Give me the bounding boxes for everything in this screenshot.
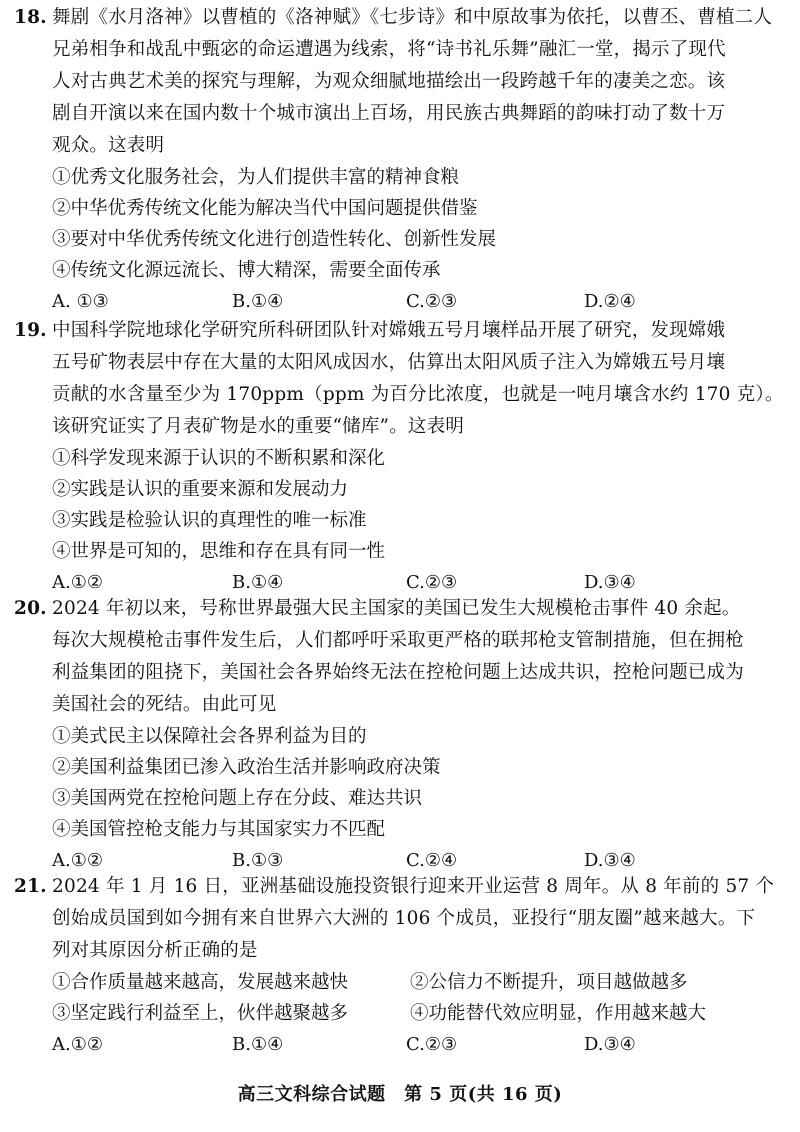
statement-option: ①合作质量越来越高，发展越来越快: [52, 972, 349, 993]
statement-option: ④传统文化源远流长、博大精深，需要全面传承: [52, 260, 441, 281]
choice-a: A.①②: [52, 850, 103, 871]
choice-a: A. ①③: [52, 291, 109, 312]
question-19: [14, 315, 789, 598]
question-stem-line: 观众。这表明: [52, 135, 165, 156]
statement-option-row: [14, 967, 789, 998]
question-stem-line: 美国社会的死结。由此可见: [52, 694, 277, 715]
statement-option: ①美式民主以保障社会各界利益为目的: [52, 726, 367, 747]
statement-option: ②美国利益集团已渗入政治生活并影响政府决策: [52, 757, 441, 778]
statement-option: ④美国管控枪支能力与其国家实力不匹配: [52, 819, 386, 840]
question-18: [14, 2, 789, 317]
page-footer: 高三文科综合试题 第 5 页(共 16 页): [237, 1084, 563, 1105]
choice-c: C.②③: [406, 572, 458, 593]
question-number: 18.: [14, 7, 47, 28]
choice-a: A.①②: [52, 1034, 103, 1055]
statement-option: ②实践是认识的重要来源和发展动力: [52, 479, 349, 500]
question-stem-line: 利益集团的阻挠下，美国社会各界始终无法在控枪问题上达成共识，控枪问题已成为: [52, 662, 744, 683]
statement-option: ④功能替代效应明显，作用越来越大: [410, 1003, 707, 1024]
choice-c: C.②④: [406, 850, 458, 871]
choice-b: B.①④: [232, 1034, 284, 1055]
question-stem-line: 18. 舞剧《水月洛神》以曹植的《洛神赋》《七步诗》和中原故事为依托，以曹丕、曹植二人: [14, 2, 789, 34]
question-stem-line: 剧自开演以来在国内数十个城市演出上百场，用民族古典舞蹈的韵味打动了数十万: [52, 103, 726, 124]
choice-c: C.②③: [406, 1034, 458, 1055]
choice-d: D.③④: [584, 572, 636, 593]
statement-option-row: [14, 998, 789, 1029]
choice-b: B.①④: [232, 572, 284, 593]
answer-choices: [14, 286, 789, 317]
statement-option: ③实践是检验认识的真理性的唯一标准: [52, 510, 367, 531]
question-stem-line: 创始成员国到如今拥有来自世界六大洲的 106 个成员，亚投行“朋友圈”越来越大。下: [52, 908, 756, 929]
statement-option: ③坚定践行利益至上，伙伴越聚越多: [52, 1003, 349, 1024]
question-stem-line: 21. 2024 年 1 月 16 日，亚洲基础设施投资银行迎来开业运营 8 周年。从 8 年前的 57 个: [14, 871, 789, 903]
question-stem-line: 五号矿物表层中存在大量的太阳风成因水，估算出太阳风质子注入为嫦娥五号月壤: [52, 352, 726, 373]
answer-choices: [14, 1029, 789, 1060]
choice-c: C.②③: [406, 291, 458, 312]
statement-option: ①科学发现来源于认识的不断积累和深化: [52, 448, 386, 469]
question-stem-line: 该研究证实了月表矿物是水的重要“储库”。这表明: [52, 416, 465, 437]
question-21: [14, 871, 789, 1060]
question-stem-line: 兄弟相争和战乱中甄宓的命运遭遇为线索，将“诗书礼乐舞”融汇一堂，揭示了现代: [52, 39, 726, 60]
question-stem-line: 列对其原因分析正确的是: [52, 940, 258, 961]
choice-b: B.①④: [232, 291, 284, 312]
statement-option: ③要对中华优秀传统文化进行创造性转化、创新性发展: [52, 229, 497, 250]
question-stem-line: 人对古典艺术美的探究与理解，为观众细腻地描绘出一段跨越千年的凄美之恋。该: [52, 71, 726, 92]
choice-d: D.③④: [584, 850, 636, 871]
question-number: 21.: [14, 876, 47, 897]
question-20: [14, 593, 789, 876]
question-stem-line: 每次大规模枪击事件发生后，人们都呼吁采取更严格的联邦枪支管制措施，但在拥枪: [52, 630, 744, 651]
question-stem-line: 20. 2024 年初以来，号称世界最强大民主国家的美国已发生大规模枪击事件 40 余起。: [14, 593, 789, 625]
statement-option: ②公信力不断提升，项目越做越多: [410, 972, 688, 993]
question-number: 19.: [14, 320, 47, 341]
choice-d: D.②④: [584, 291, 636, 312]
question-stem-line: 19. 中国科学院地球化学研究所科研团队针对嫦娥五号月壤样品开展了研究，发现嫦娥: [14, 315, 789, 347]
question-stem-line: 贡献的水含量至少为 170ppm（ppm 为百分比浓度，也就是一吨月壤含水约 170 克）。: [52, 384, 784, 405]
statement-option: ②中华优秀传统文化能为解决当代中国问题提供借鉴: [52, 198, 478, 219]
statement-option: ③美国两党在控枪问题上存在分歧、难达共识: [52, 788, 423, 809]
choice-d: D.③④: [584, 1034, 636, 1055]
statement-option: ④世界是可知的，思维和存在具有同一性: [52, 541, 386, 562]
statement-option: ①优秀文化服务社会，为人们提供丰富的精神食粮: [52, 167, 460, 188]
question-number: 20.: [14, 598, 47, 619]
choice-b: B.①③: [232, 850, 284, 871]
choice-a: A.①②: [52, 572, 103, 593]
